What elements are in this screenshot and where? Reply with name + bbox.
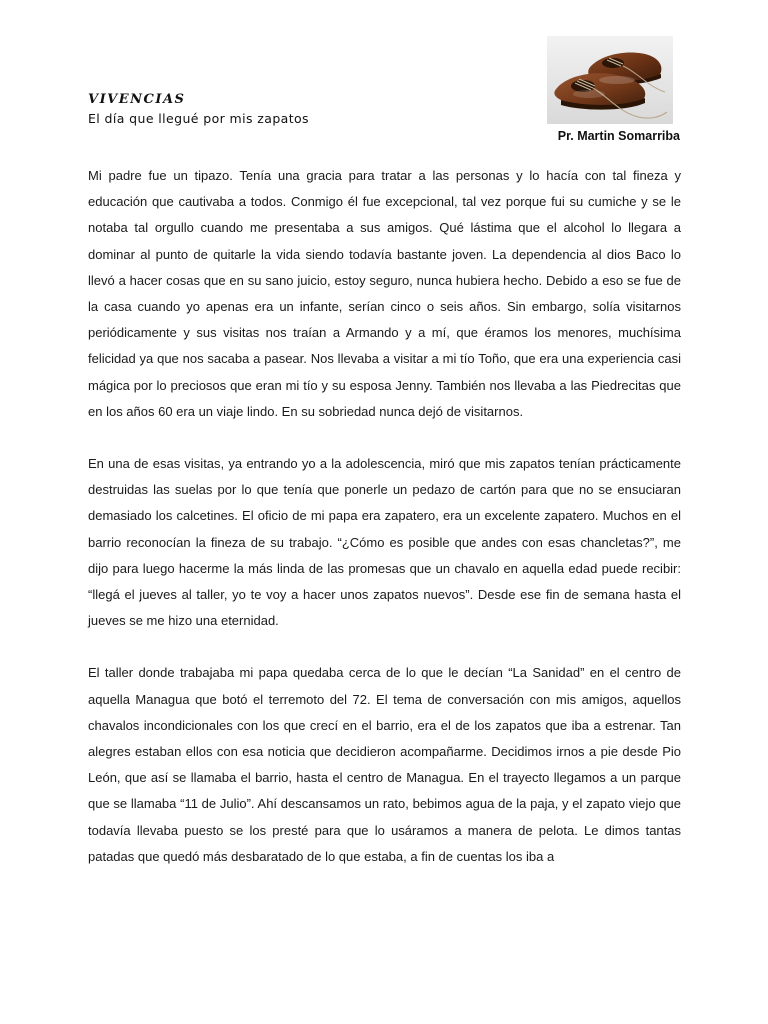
shoes-photo [547, 36, 673, 124]
paragraph-2: En una de esas visitas, ya entrando yo a la adolescencia, miró que mis zapatos tenían prácticamente destruidas las suelas por lo que tenía que ponerle un pedazo de cartón para que no se ensuciaran demasiado los calcetines. El oficio de mi papa era zapatero, era un excelente zapatero. Muchos en el barrio reconocían la fineza de su trabajo. “¿Cómo es posible que andes con esas chancletas?”, me dijo para luego hacerme la más linda de las promesas que un chavalo en aquella edad puede recibir: “llegá el jueves al taller, yo te voy a hacer unos zapatos nuevos”. Desde ese fin de semana hasta el jueves se me hizo una eternidad. [88, 456, 681, 629]
author-name: Pr. Martin Somarriba [557, 129, 680, 143]
document-title: El día que llegué por mis zapatos [88, 111, 309, 126]
article-body [88, 163, 681, 870]
brown-leather-shoes-photo-icon [547, 36, 673, 124]
paragraph-1: Mi padre fue un tipazo. Tenía una gracia para tratar a las personas y lo hacía con tal fineza y educación que cautivaba a todos. Conmigo él fue excepcional, tal vez porque fui su cumiche y se le notaba tal orgullo cuando me presentaba a sus amigos. Qué lástima que el alcohol lo llegara a dominar al punto de quitarle la vida siendo todavía bastante joven. La dependencia al dios Baco lo llevó a hacer cosas que en su sano juicio, estoy seguro, nunca hubiera hecho. Debido a eso se fue de la casa cuando yo apenas era un infante, serían cinco o seis años. Sin embargo, solía visitarnos periódicamente y sus visitas nos traían a Armando y a mí, que éramos los menores, muchísima felicidad ya que nos sacaba a pasear. Nos llevaba a visitar a mi tío Toño, que era una experiencia casi mágica por lo preciosos que eran mi tío y su esposa Jenny. También nos llevaba a las Piedrecitas que en los años 60 era un viaje lindo. En su sobriedad nunca dejó de visitarnos. [88, 168, 681, 419]
series-title: VIVENCIAS [88, 92, 186, 107]
paragraph-3: El taller donde trabajaba mi papa quedaba cerca de lo que le decían “La Sanidad” en el centro de aquella Managua que botó el terremoto del 72. El tema de conversación con mis amigos, aquellos chavalos incondicionales con los que crecí en el barrio, era el de los zapatos que iba a estrenar. Tan alegres estaban ellos con esa noticia que decidieron acompañarme. Decidimos irnos a pie desde Pio León, que así se llamaba el barrio, hasta el centro de Managua. En el trayecto llegamos a un parque que se llamaba “11 de Julio”. Ahí descansamos un rato, bebimos agua de la paja, y el zapato viejo que todavía llevaba puesto se los presté para que lo usáramos a manera de pelota. Le dimos tantas patadas que quedó más desbaratado de lo que estaba, a fin de cuentas los iba a [88, 665, 681, 864]
